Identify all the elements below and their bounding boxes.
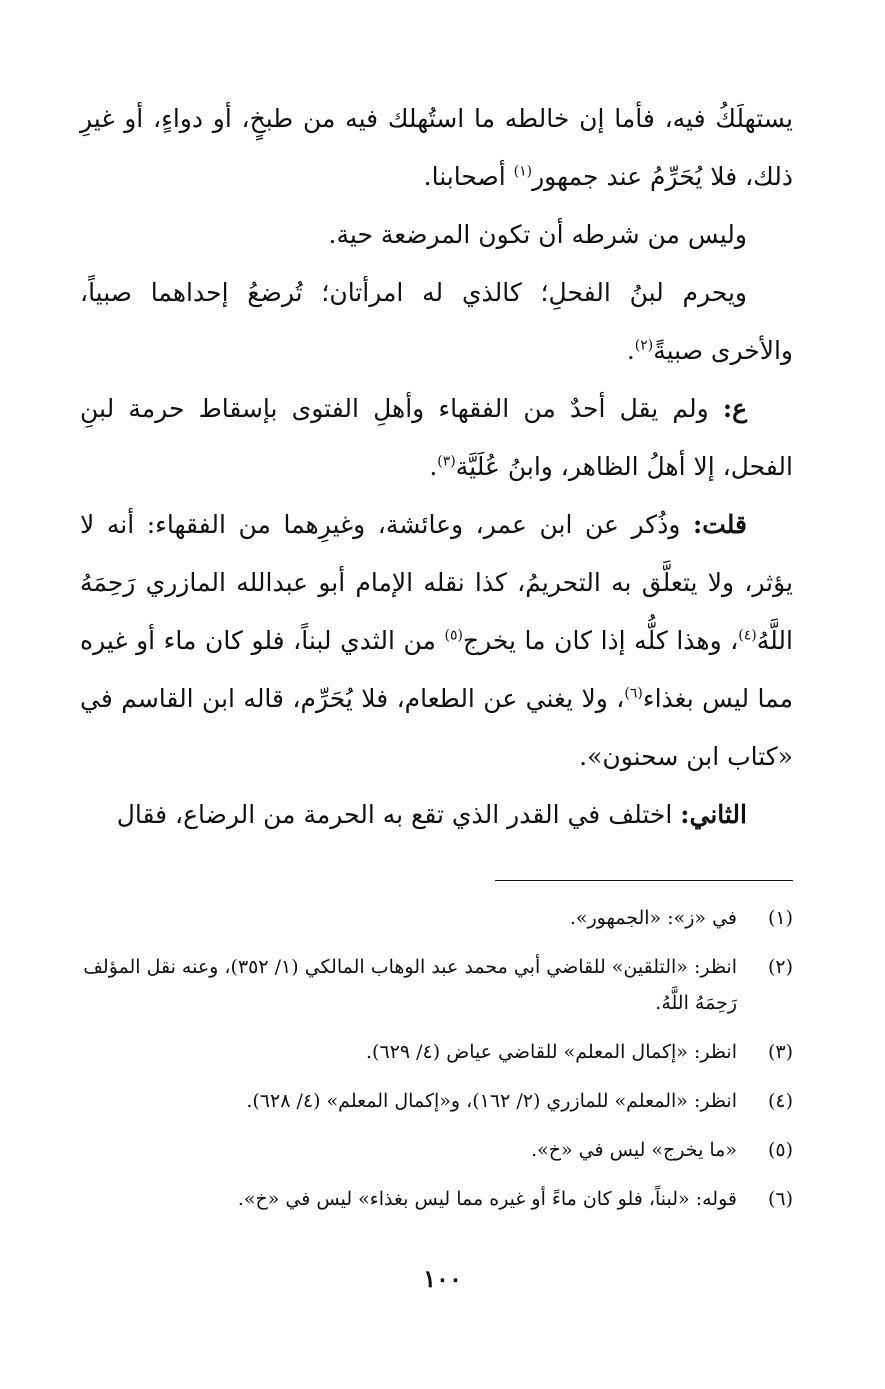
footnote-marker: (٢) xyxy=(634,337,654,354)
footnote-number: (٥) xyxy=(767,1139,793,1161)
paragraph-text: وذُكر عن ابن عمر، وعائشة، وغيرِهما من الفقهاء: أنه لا يؤثر، ولا يتعلَّق به التحريمُ، كذا نقله الإمام أبو عبدالله المازري رَحِمَهُ اللَّهُ xyxy=(80,510,793,655)
paragraph-lead: الثاني: xyxy=(680,800,747,829)
paragraph-text: اختلف في القدر الذي تقع به الحرمة من الرضاع، فقال xyxy=(116,800,681,829)
footnote-number: (٣) xyxy=(767,1041,793,1063)
footnote-marker: (٥) xyxy=(444,627,463,644)
footnote-item xyxy=(80,1034,793,1070)
footnote-text: في «ز»: «الجمهور». xyxy=(569,907,737,929)
paragraph xyxy=(80,496,793,786)
paragraph-text: . xyxy=(626,336,635,365)
paragraph-text: . xyxy=(429,452,438,481)
footnote-marker: (٤) xyxy=(738,627,757,644)
footnote-divider xyxy=(495,880,793,881)
footnote-text: انظر: «إكمال المعلم» للقاضي عياض (٤/ ٦٢٩). xyxy=(366,1041,737,1063)
paragraph-text: ولم يقل أحدٌ من الفقهاء وأهلِ الفتوى بإسقاط حرمة لبنِ الفحل، إلا أهلُ الظاهر، وابنُ عُلَيَّة xyxy=(80,394,793,481)
footnote-text: انظر: «المعلم» للمازري (٢/ ١٦٢)، و«إكمال المعلم» (٤/ ٦٢٨). xyxy=(246,1090,737,1112)
footnote-number: (٤) xyxy=(767,1090,793,1112)
paragraph-text: ، ولا يغني عن الطعام، فلا يُحَرِّم، قاله ابن القاسم في «كتاب ابن سحنون». xyxy=(80,684,793,771)
paragraph-text: ، وهذا كلُّه إذا كان ما يخرج xyxy=(462,626,739,655)
footnotes xyxy=(80,900,793,1230)
footnote-number: (١) xyxy=(767,907,793,929)
footnote-text: قوله: «لبناً، فلو كان ماءً أو غيره مما ليس بغذاء» ليس في «خ». xyxy=(237,1188,737,1210)
footnote-item xyxy=(80,1132,793,1168)
footnote-marker: (١) xyxy=(513,163,533,180)
paragraph-lead: ع: xyxy=(722,394,747,423)
main-text xyxy=(80,90,793,844)
paragraph-text: من الثدي لبناً، فلو كان ماء أو غيره مما ليس بغذاء xyxy=(80,626,794,713)
footnote-number: (٢) xyxy=(767,956,793,978)
paragraph-text: وليس من شرطه أن تكون المرضعة حية. xyxy=(328,220,747,249)
paragraph xyxy=(80,90,793,206)
footnote-text: «ما يخرج» ليس في «خ». xyxy=(531,1139,737,1161)
paragraph xyxy=(80,380,793,496)
paragraph xyxy=(80,786,793,844)
footnote-item xyxy=(80,1181,793,1217)
page-number: ١٠٠ xyxy=(423,1264,462,1293)
paragraph xyxy=(80,264,793,380)
paragraph-text: أصحابنا. xyxy=(423,162,514,191)
paragraph xyxy=(80,206,793,264)
footnote-text: انظر: «التلقين» للقاضي أبي محمد عبد الوهاب المالكي (١/ ٣٥٢)، وعنه نقل المؤلف رَحِمَهُ اللَّهُ. xyxy=(83,956,737,1014)
footnote-marker: (٣) xyxy=(437,453,456,470)
footnote-item xyxy=(80,900,793,936)
paragraph-text: ويحرم لبنُ الفحلِ؛ كالذي له امرأتان؛ تُرضعُ إحداهما صبياً، والأخرى صبيةً xyxy=(80,278,793,365)
paragraph-lead: قلت: xyxy=(692,510,747,539)
footnote-marker: (٦) xyxy=(624,685,643,702)
paragraph-text: يستهلَكُ فيه، فأما إن خالطه ما استُهلك فيه من طبخٍ، أو دواءٍ، أو غيرِ ذلك، فلا يُحَرِّمُ عند جمهور xyxy=(80,104,793,191)
footnote-number: (٦) xyxy=(767,1188,793,1210)
footnote-item xyxy=(80,1083,793,1119)
footnote-item xyxy=(80,949,793,1021)
